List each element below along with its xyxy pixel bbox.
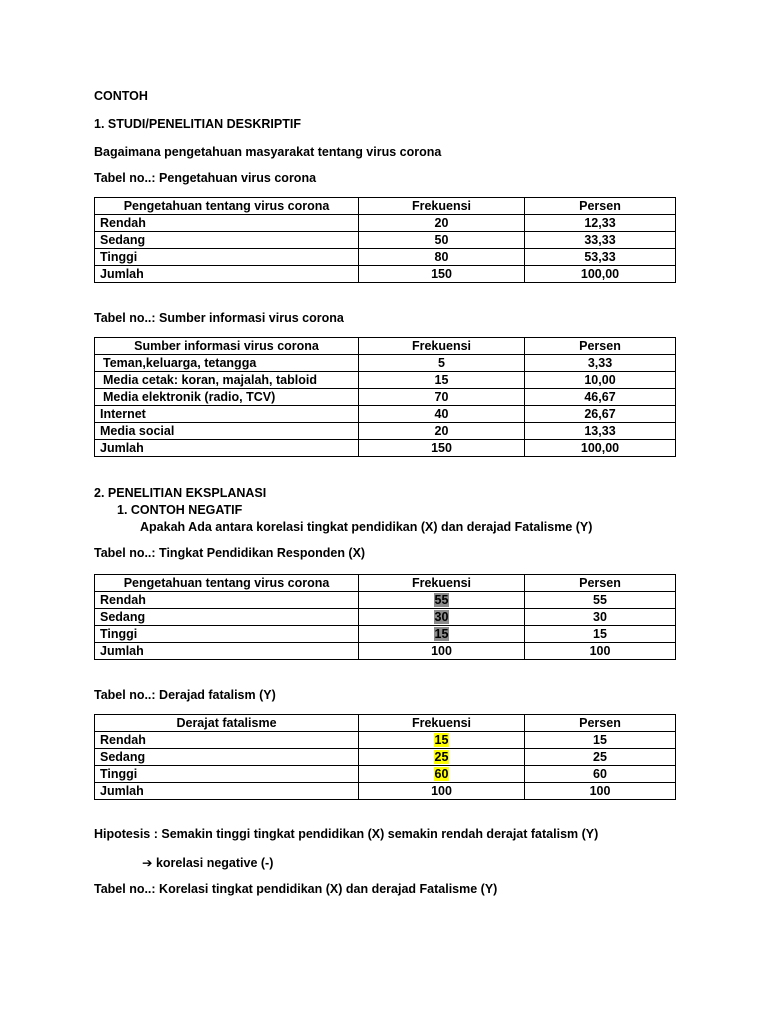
- percent-cell: 100: [525, 643, 676, 660]
- table-tingkat-pendidikan: [94, 574, 676, 660]
- frequency-cell: 150: [359, 266, 525, 283]
- header-cell: Frekuensi: [359, 575, 525, 592]
- percent-cell: 25: [525, 749, 676, 766]
- percent-cell: 100: [525, 783, 676, 800]
- row-label: Jumlah: [95, 643, 359, 660]
- frequency-cell: 40: [359, 406, 525, 423]
- table-derajat-fatalisme: [94, 714, 676, 800]
- frequency-cell: 100: [359, 643, 525, 660]
- frequency-cell: [359, 626, 525, 643]
- table-row: [95, 355, 676, 372]
- frequency-cell: 50: [359, 232, 525, 249]
- table-row: [95, 406, 676, 423]
- percent-cell: 100,00: [525, 266, 676, 283]
- percent-cell: 26,67: [525, 406, 676, 423]
- hypothesis-text: Hipotesis : Semakin tinggi tingkat pendidikan (X) semakin rendah derajat fatalism (Y): [94, 827, 599, 841]
- frequency-cell: 150: [359, 440, 525, 457]
- table-row-total: [95, 643, 676, 660]
- row-label: Rendah: [95, 592, 359, 609]
- row-label: Media social: [95, 423, 359, 440]
- table-pengetahuan: [94, 197, 676, 283]
- percent-cell: 15: [525, 732, 676, 749]
- percent-cell: 100,00: [525, 440, 676, 457]
- highlighted-value: 25: [434, 750, 449, 764]
- frequency-cell: 20: [359, 215, 525, 232]
- frequency-cell: 70: [359, 389, 525, 406]
- table-row: [95, 215, 676, 232]
- table-row: [95, 592, 676, 609]
- row-label: Jumlah: [95, 783, 359, 800]
- frequency-cell: 80: [359, 249, 525, 266]
- frequency-cell: 20: [359, 423, 525, 440]
- percent-cell: 10,00: [525, 372, 676, 389]
- row-label: Teman,keluarga, tetangga: [95, 355, 359, 372]
- highlighted-value: 15: [434, 627, 449, 641]
- table-row: [95, 232, 676, 249]
- highlighted-value: 55: [434, 593, 449, 607]
- table-row-total: [95, 783, 676, 800]
- frequency-cell: [359, 766, 525, 783]
- section2-title: 2. PENELITIAN EKSPLANASI: [94, 486, 267, 500]
- table-row: [95, 626, 676, 643]
- table-row-total: [95, 266, 676, 283]
- table4-caption: Tabel no..: Derajad fatalism (Y): [94, 688, 276, 702]
- row-label: Sedang: [95, 749, 359, 766]
- percent-cell: 12,33: [525, 215, 676, 232]
- table-row: [95, 249, 676, 266]
- row-label: Jumlah: [95, 440, 359, 457]
- frequency-cell: 100: [359, 783, 525, 800]
- table-row: [95, 732, 676, 749]
- header-cell: Frekuensi: [359, 715, 525, 732]
- header-cell: Persen: [525, 575, 676, 592]
- percent-cell: 55: [525, 592, 676, 609]
- header-cell: Pengetahuan tentang virus corona: [95, 198, 359, 215]
- correlation-text: korelasi negative (-): [155, 856, 274, 870]
- frequency-cell: [359, 732, 525, 749]
- percent-cell: 60: [525, 766, 676, 783]
- percent-cell: 13,33: [525, 423, 676, 440]
- header-cell: Persen: [525, 338, 676, 355]
- table1-caption: Tabel no..: Pengetahuan virus corona: [94, 171, 317, 185]
- section2-subtitle: 1. CONTOH NEGATIF: [117, 503, 243, 517]
- table5-caption: Tabel no..: Korelasi tingkat pendidikan (X) dan derajad Fatalisme (Y): [94, 882, 498, 896]
- header-cell: Persen: [525, 715, 676, 732]
- highlighted-value: 60: [434, 767, 449, 781]
- table-row: [95, 766, 676, 783]
- table-row: [95, 749, 676, 766]
- header-cell: Frekuensi: [359, 338, 525, 355]
- header-cell: Pengetahuan tentang virus corona: [95, 575, 359, 592]
- row-label: Media cetak: koran, majalah, tabloid: [95, 372, 359, 389]
- table-sumber-informasi: [94, 337, 676, 457]
- table-row: [95, 372, 676, 389]
- header-cell: Sumber informasi virus corona: [95, 338, 359, 355]
- section1-question: Bagaimana pengetahuan masyarakat tentang virus corona: [94, 145, 442, 159]
- highlighted-value: 30: [434, 610, 449, 624]
- arrow-right-icon: ➔: [142, 855, 153, 870]
- row-label: Tinggi: [95, 766, 359, 783]
- section2-question: Apakah Ada antara korelasi tingkat pendidikan (X) dan derajad Fatalisme (Y): [140, 520, 593, 534]
- row-label: Tinggi: [95, 626, 359, 643]
- header-cell: Derajat fatalisme: [95, 715, 359, 732]
- row-label: Rendah: [95, 732, 359, 749]
- section1-title: 1. STUDI/PENELITIAN DESKRIPTIF: [94, 117, 301, 131]
- row-label: Rendah: [95, 215, 359, 232]
- percent-cell: 33,33: [525, 232, 676, 249]
- frequency-cell: 15: [359, 372, 525, 389]
- frequency-cell: [359, 592, 525, 609]
- table-header-row: [95, 575, 676, 592]
- table-header-row: [95, 715, 676, 732]
- row-label: Jumlah: [95, 266, 359, 283]
- table3-caption: Tabel no..: Tingkat Pendidikan Responden (X): [94, 546, 366, 560]
- frequency-cell: [359, 749, 525, 766]
- frequency-cell: 5: [359, 355, 525, 372]
- table-header-row: [95, 338, 676, 355]
- correlation-line: [142, 855, 273, 871]
- table-row: [95, 423, 676, 440]
- table-row-total: [95, 440, 676, 457]
- header-cell: Frekuensi: [359, 198, 525, 215]
- table-row: [95, 609, 676, 626]
- percent-cell: 15: [525, 626, 676, 643]
- percent-cell: 30: [525, 609, 676, 626]
- row-label: Internet: [95, 406, 359, 423]
- row-label: Media elektronik (radio, TCV): [95, 389, 359, 406]
- frequency-cell: [359, 609, 525, 626]
- highlighted-value: 15: [434, 733, 449, 747]
- table2-caption: Tabel no..: Sumber informasi virus corona: [94, 311, 344, 325]
- row-label: Sedang: [95, 232, 359, 249]
- row-label: Tinggi: [95, 249, 359, 266]
- table-header-row: [95, 198, 676, 215]
- percent-cell: 53,33: [525, 249, 676, 266]
- row-label: Sedang: [95, 609, 359, 626]
- header-cell: Persen: [525, 198, 676, 215]
- percent-cell: 3,33: [525, 355, 676, 372]
- doc-heading: CONTOH: [94, 89, 148, 103]
- table-row: [95, 389, 676, 406]
- percent-cell: 46,67: [525, 389, 676, 406]
